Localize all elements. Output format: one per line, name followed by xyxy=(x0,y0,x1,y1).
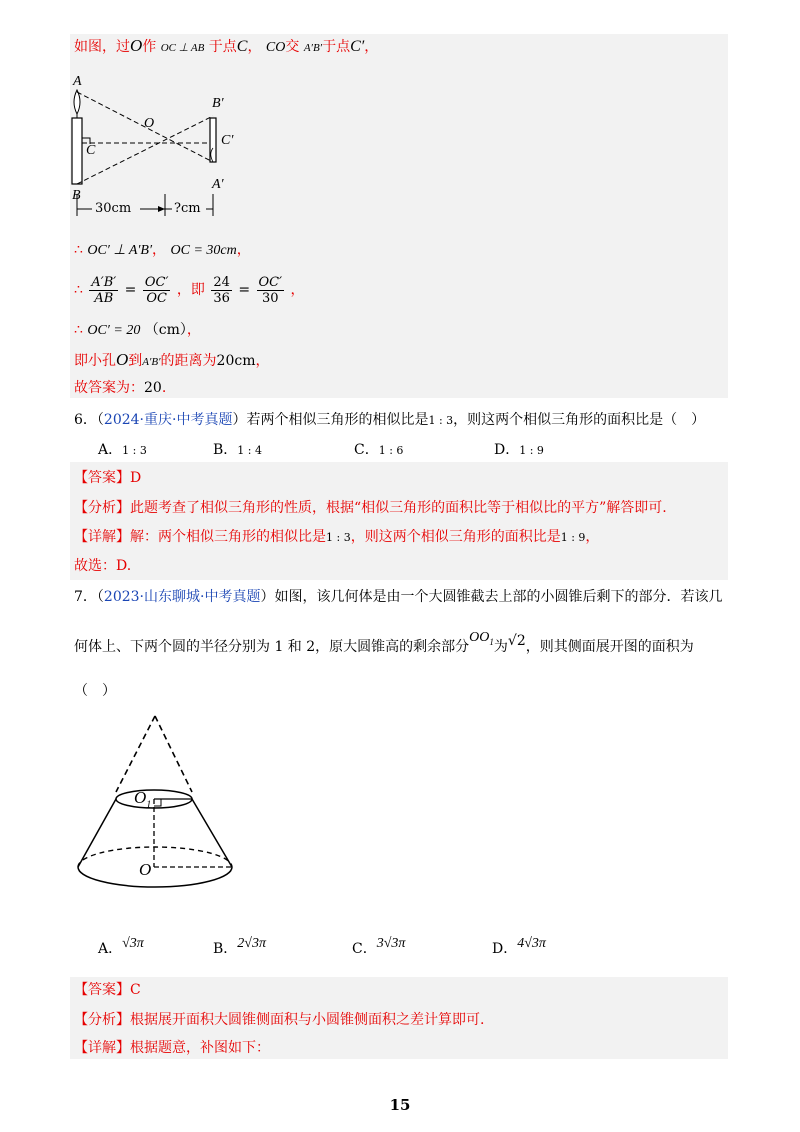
text: ， xyxy=(186,322,201,338)
question-7-stem-line-1 xyxy=(74,587,722,607)
analysis-text: 此题考查了相似三角形的性质，根据“相似三角形的面积比等于相似比的平方”解答即可. xyxy=(130,500,667,516)
answer-value: D xyxy=(130,470,142,486)
label-a: A xyxy=(73,74,82,89)
point-c: C xyxy=(236,38,248,55)
stem-text: 何体上、下两个圆的半径分别为 1 和 2，原大圆锥高的剩余部分 xyxy=(74,639,470,655)
option-value: 4√3π xyxy=(517,936,546,951)
math-apbp: A′B′ xyxy=(303,42,323,54)
analysis-7 xyxy=(74,1010,484,1030)
text: ， xyxy=(236,242,251,258)
text: 即小孔 xyxy=(74,353,116,369)
numerator: OC′ xyxy=(258,274,283,290)
option-label: C． xyxy=(354,442,379,458)
stem-text: ，则其侧面展开图的面积为 xyxy=(525,639,694,655)
subscript: 1 xyxy=(489,636,494,647)
label-o: O xyxy=(144,116,155,131)
point-cp: C′ xyxy=(350,38,365,55)
label-bp: B′ xyxy=(212,96,224,111)
denominator: 30 xyxy=(262,290,279,306)
option-label: D． xyxy=(492,941,518,957)
answer-tag: 【答案】 xyxy=(74,470,130,486)
text: . xyxy=(161,380,167,396)
option-label: A． xyxy=(98,442,123,458)
option-b[interactable] xyxy=(213,439,262,459)
solution-5-line-2 xyxy=(74,240,251,261)
option-value: 1 : 3 xyxy=(122,444,147,457)
denominator: 36 xyxy=(213,290,230,306)
therefore-symbol: ∴ xyxy=(74,282,88,298)
text: ， xyxy=(255,353,270,369)
text: ） xyxy=(260,589,275,605)
denominator: AB xyxy=(94,290,114,306)
label-ap: A′ xyxy=(212,177,224,192)
numerator: A′B′ xyxy=(91,274,117,290)
detail-7 xyxy=(74,1038,270,1058)
question-6-stem xyxy=(74,410,705,431)
detail-text: 解：两个相似三角形的相似比是 xyxy=(130,529,326,545)
analysis-6 xyxy=(74,498,667,518)
math-oc-perp-ab: OC ⊥ AB xyxy=(160,42,205,54)
label-c: C xyxy=(86,143,96,158)
detail-6 xyxy=(74,527,599,548)
question-source: 2024·重庆·中考真题 xyxy=(103,412,233,428)
therefore-symbol: ∴ xyxy=(74,322,88,338)
ratio: 1 : 9 xyxy=(560,531,586,544)
text: 于点 xyxy=(208,39,237,55)
question-7-stem-line-3 xyxy=(74,681,116,701)
fraction xyxy=(89,275,118,306)
text: ，即 xyxy=(176,282,205,298)
equals: = xyxy=(238,282,251,298)
detail-tag: 【详解】 xyxy=(74,529,130,545)
numerator: OC′ xyxy=(144,274,169,290)
analysis-tag: 【分析】 xyxy=(74,500,130,516)
math-sqrt2: √2 xyxy=(507,633,526,649)
text: 作 xyxy=(142,39,157,55)
point-o: O xyxy=(130,36,143,55)
option-c[interactable] xyxy=(352,932,406,957)
unit: （cm） xyxy=(144,322,187,338)
answer-7 xyxy=(74,980,141,1000)
fraction xyxy=(143,275,171,306)
answer-value: 20 xyxy=(144,380,162,396)
detail-text: ， xyxy=(585,529,600,545)
detail-text: ，则这两个相似三角形的面积比是 xyxy=(350,529,561,545)
numerator: 24 xyxy=(213,274,230,290)
option-value: 1 : 4 xyxy=(237,444,262,457)
text: （ xyxy=(96,589,104,605)
option-b[interactable] xyxy=(213,932,266,957)
answer-6-background xyxy=(70,462,728,580)
math: OC′ = 20 xyxy=(87,323,141,338)
ratio: 1 : 3 xyxy=(326,531,351,544)
option-label: A． xyxy=(98,941,123,957)
label-b: B xyxy=(72,188,81,203)
question-7-stem-line-2 xyxy=(74,630,694,662)
text: ， xyxy=(364,39,379,55)
detail-tag: 【详解】 xyxy=(74,1040,130,1056)
question-number: 6． xyxy=(74,412,97,428)
option-value: 3√3π xyxy=(376,936,406,951)
label-o1-subscript: 1 xyxy=(146,799,152,811)
option-d[interactable] xyxy=(492,932,546,957)
text: 于点 xyxy=(322,39,351,55)
option-c[interactable] xyxy=(354,439,403,459)
answer-value: C xyxy=(130,982,141,998)
stem-text: 为 xyxy=(493,639,508,655)
solution-5-line-3 xyxy=(74,272,305,308)
text: ， xyxy=(247,39,262,55)
text: （ xyxy=(96,412,104,428)
text: 的距离为 xyxy=(160,353,217,369)
page-number: 15 xyxy=(389,1096,411,1114)
option-label: D． xyxy=(494,442,520,458)
option-value: 2√3π xyxy=(237,936,266,951)
math-apbp: A′B′ xyxy=(142,356,161,368)
text: 故答案为： xyxy=(74,380,144,396)
stem-text: 若两个相似三角形的相似比是 xyxy=(246,412,429,428)
detail-text: 根据题意，补图如下： xyxy=(130,1040,270,1056)
solution-5-line-6 xyxy=(74,378,166,398)
text: ， xyxy=(290,282,305,298)
text: ） xyxy=(232,412,247,428)
solution-5-line-5 xyxy=(74,350,269,372)
fraction xyxy=(211,275,232,306)
equals: = xyxy=(124,282,137,298)
value: 20cm xyxy=(216,353,256,369)
math: OC = 30cm xyxy=(170,243,237,258)
option-a[interactable] xyxy=(98,439,147,459)
option-label: B． xyxy=(213,941,238,957)
option-d[interactable] xyxy=(494,439,544,459)
dimension-30cm: 30cm xyxy=(95,201,132,216)
question-source: 2023·山东聊城·中考真题 xyxy=(103,589,261,605)
option-label: B． xyxy=(213,442,238,458)
answer-6 xyxy=(74,468,141,488)
option-a[interactable] xyxy=(98,932,144,957)
math-oo1: OO xyxy=(469,630,490,645)
solution-5-line-1 xyxy=(74,36,378,58)
text: 交 xyxy=(285,39,300,55)
frustum-figure xyxy=(70,708,250,888)
label-o1 xyxy=(134,788,151,810)
option-label: C． xyxy=(352,941,377,957)
stem-text: （ ） xyxy=(74,683,116,699)
stem-text: ，则这两个相似三角形的面积比是（ ） xyxy=(453,412,706,428)
text: 到 xyxy=(128,353,143,369)
analysis-text: 根据展开面积大圆锥侧面积与小圆锥侧面积之差计算即可. xyxy=(130,1012,485,1028)
choose-6 xyxy=(74,556,131,576)
denominator: OC xyxy=(146,290,167,306)
choose-text: 故选：D. xyxy=(74,558,132,574)
option-value: 1 : 9 xyxy=(519,444,544,457)
option-value: 1 : 6 xyxy=(378,444,404,457)
label-o: O xyxy=(139,860,152,879)
stem-text: 如图，该几何体是由一个大圆锥截去上部的小圆锥后剩下的部分．若该几 xyxy=(274,589,723,605)
option-value: √3π xyxy=(122,936,144,951)
label-o1-letter: O xyxy=(134,788,147,807)
text: 如图，过 xyxy=(74,39,130,55)
point-o: O xyxy=(116,350,129,369)
text: ， xyxy=(152,242,167,258)
solution-5-line-4 xyxy=(74,320,201,341)
therefore-symbol: ∴ xyxy=(74,242,88,258)
ratio: 1 : 3 xyxy=(428,414,454,427)
label-cp: C′ xyxy=(221,133,234,148)
analysis-tag: 【分析】 xyxy=(74,1012,130,1028)
dimension-unknown: ?cm xyxy=(174,201,201,216)
math: OC′ ⊥ A′B′ xyxy=(87,243,153,258)
question-number: 7． xyxy=(74,589,97,605)
answer-tag: 【答案】 xyxy=(74,982,130,998)
fraction xyxy=(257,275,285,306)
math-co: CO xyxy=(265,40,286,55)
